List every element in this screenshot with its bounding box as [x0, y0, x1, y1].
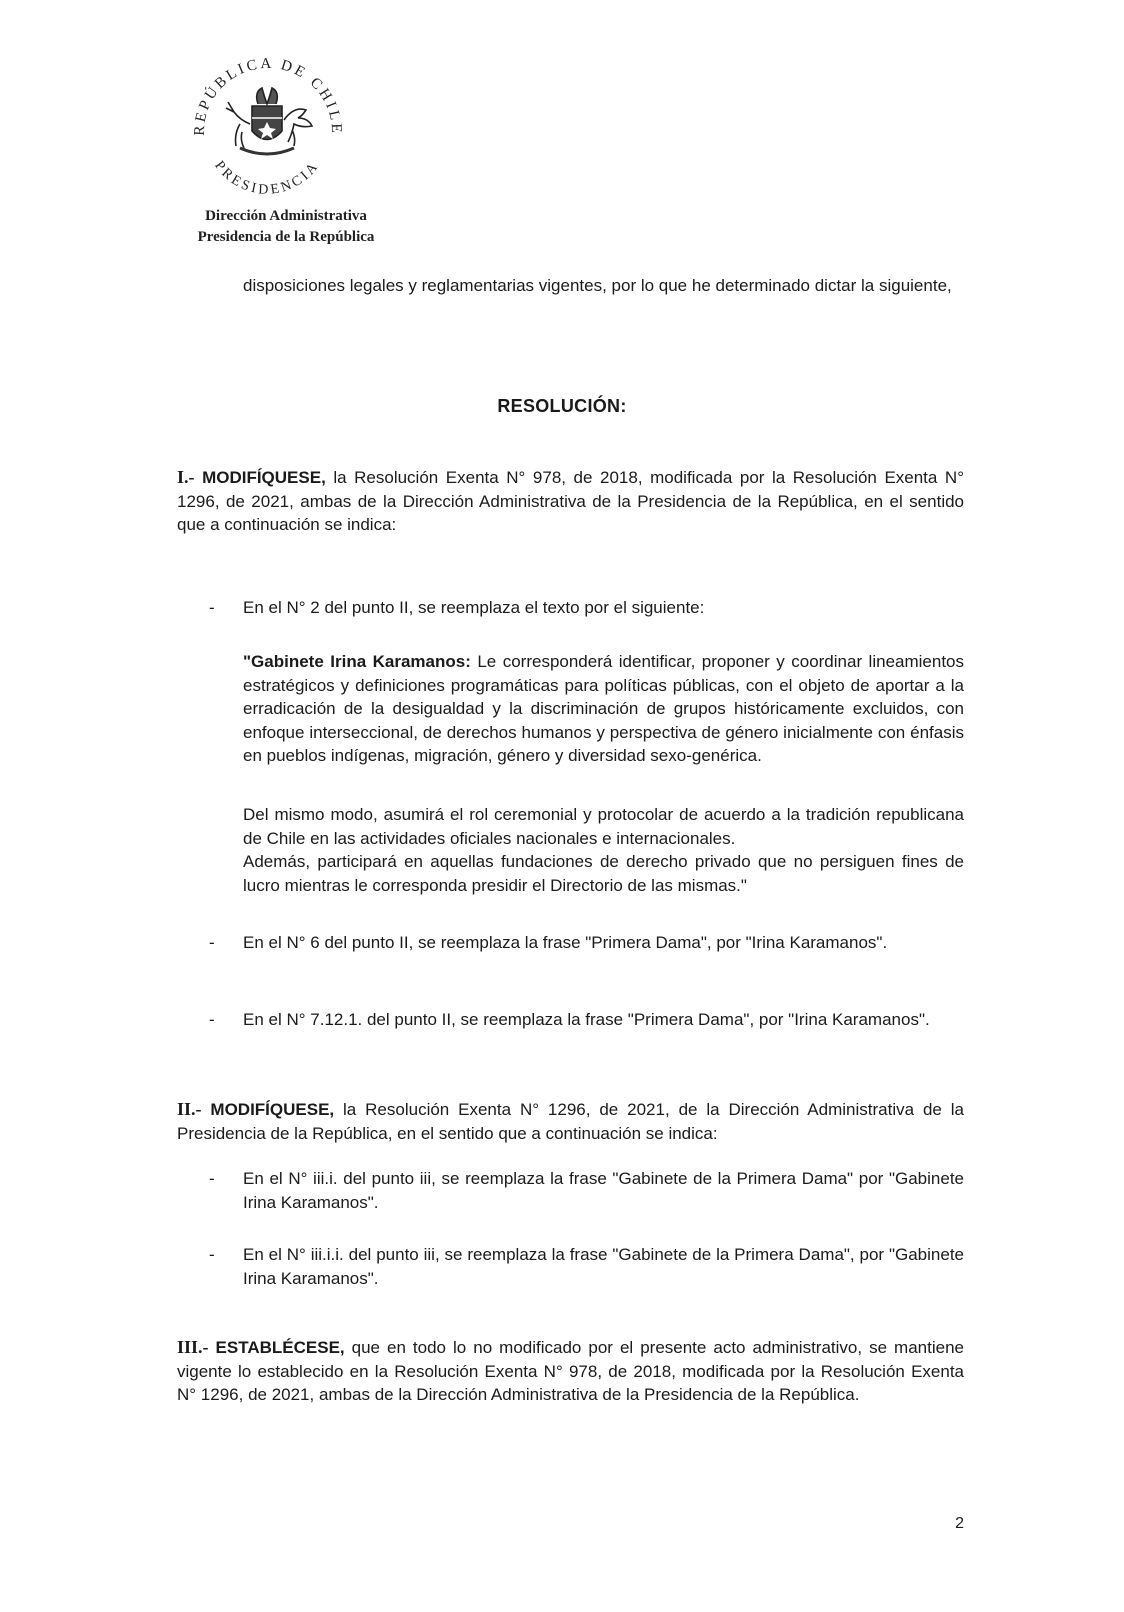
- section-2-bullet-2: En el N° iii.i.i. del punto iii, se reemplaza la frase "Gabinete de la Primera Dama", por "Gabinete Irina Karamanos".: [243, 1245, 964, 1288]
- quote-paragraph-2: Del mismo modo, asumirá el rol ceremonial y protocolar de acuerdo a la tradición republicana de Chile en las actividades oficiales nacionales e internacionales.: [243, 805, 964, 848]
- section-2-bullet-1: En el N° iii.i. del punto iii, se reemplaza la frase "Gabinete de la Primera Dama" por "Gabinete Irina Karamanos".: [243, 1169, 964, 1212]
- quote-paragraph-1: Le corresponderá identificar, proponer y coordinar lineamientos estratégicos y definiciones programáticas para políticas públicas, con el objeto de aportar a la erradicación de la desigualdad y la discriminación de grupos históricamente excluidos, con enfoque interseccional, de derechos humanos y perspectiva de género inicialmente con énfasis en pueblos indígenas, migración, género y diversidad sexo-genérica.: [243, 652, 965, 765]
- issuing-office-header: [170, 206, 402, 248]
- bullet-dash: -: [209, 1010, 215, 1029]
- section-1-paragraph: [177, 466, 964, 537]
- section-3-text: que en todo lo no modificado por el presente acto administrativo, se mantiene vigente lo establecido en la Resolución Exenta N° 978, de 2018, modificada por la Resolución Exenta N° 1296, de 2021, ambas de la Dirección Administrativa de la Presidencia de la República.: [177, 1338, 964, 1404]
- svg-text:PRESIDENCIA: PRESIDENCIA: [211, 158, 323, 198]
- section-2-numeral: II.-: [177, 1099, 202, 1119]
- quote-paragraph-3: Además, participará en aquellas fundaciones de derecho privado que no persiguen fines de lucro mientras le corresponda presidir el Directorio de las mismas.": [243, 852, 964, 895]
- quoted-text-block: [243, 650, 964, 768]
- intro-paragraph: disposiciones legales y reglamentarias vigentes, por lo que he determinado dictar la siguiente,: [243, 276, 952, 295]
- section-1-keyword: MODIFÍQUESE,: [202, 468, 326, 487]
- section-2-paragraph: [177, 1098, 964, 1145]
- section-1-bullet-3: En el N° 7.12.1. del punto II, se reemplaza la frase "Primera Dama", por "Irina Karamanos".: [243, 1010, 930, 1029]
- section-1-text: la Resolución Exenta N° 978, de 2018, modificada por la Resolución Exenta N° 1296, de 2021, ambas de la Dirección Administrativa de la Presidencia de la República, en el sentido que a continuación se indica:: [177, 468, 964, 534]
- bullet-dash: -: [209, 1169, 215, 1188]
- svg-text:REPÚBLICA DE CHILE: REPÚBLICA DE CHILE: [191, 55, 345, 137]
- header-line-presidency: Presidencia de la República: [197, 229, 375, 245]
- bullet-dash: -: [209, 1245, 215, 1264]
- presidencia-seal: [182, 36, 352, 206]
- section-2-keyword: MODIFÍQUESE,: [210, 1100, 335, 1119]
- bullet-dash: -: [209, 598, 215, 617]
- bullet-dash: -: [209, 933, 215, 952]
- section-1-numeral: I.-: [177, 467, 195, 487]
- section-1-bullet-1: En el N° 2 del punto II, se reemplaza el texto por el siguiente:: [243, 598, 705, 617]
- section-1-bullet-2: En el N° 6 del punto II, se reemplaza la frase "Primera Dama", por "Irina Karamanos".: [243, 933, 888, 952]
- section-3-numeral: III.-: [177, 1337, 209, 1357]
- coat-of-arms-icon: [226, 88, 312, 154]
- section-3-paragraph: [177, 1336, 964, 1407]
- header-line-office: Dirección Administrativa: [205, 208, 367, 224]
- page-number: 2: [955, 1515, 964, 1532]
- section-2-text: la Resolución Exenta N° 1296, de 2021, de la Dirección Administrativa de la Presidencia de la República, en el sentido que a continuación se indica:: [177, 1100, 964, 1143]
- section-3-keyword: ESTABLÉCESE,: [215, 1338, 345, 1357]
- resolution-title: RESOLUCIÓN:: [497, 396, 627, 416]
- quote-lead: "Gabinete Irina Karamanos:: [243, 652, 471, 671]
